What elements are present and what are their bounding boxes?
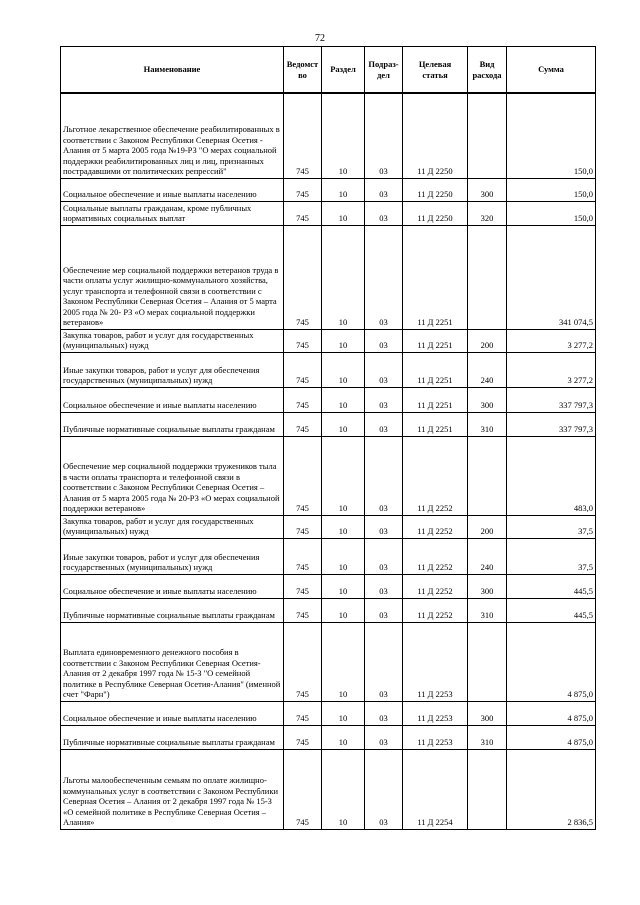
row-type-cell	[468, 622, 507, 701]
row-type-cell: 300	[468, 574, 507, 598]
row-dept-cell: 745	[284, 412, 322, 436]
row-name-cell: Социальное обеспечение и иные выплаты населению	[61, 701, 284, 725]
table-row	[61, 225, 596, 329]
row-subsection-cell: 03	[365, 225, 403, 329]
row-target-cell: 11 Д 2250	[403, 93, 468, 178]
row-target-cell: 11 Д 2251	[403, 225, 468, 329]
table-row	[61, 93, 596, 178]
table-row	[61, 598, 596, 622]
table-row	[61, 701, 596, 725]
row-type-cell: 310	[468, 412, 507, 436]
table-row	[61, 515, 596, 538]
row-name-cell: Льготы малообеспеченным семьям по оплате жилищно-коммунальных услуг в соответствии с Законом Республики Северная Осетия – Алания от 2 декабря 1997 года № 15-З «О семейной политике в Республике Северная Осетия – Алания»	[61, 749, 284, 829]
row-dept-cell: 745	[284, 574, 322, 598]
row-subsection-cell: 03	[365, 436, 403, 515]
row-target-cell: 11 Д 2252	[403, 598, 468, 622]
row-dept-cell: 745	[284, 725, 322, 749]
row-dept-cell: 745	[284, 178, 322, 201]
row-type-cell: 320	[468, 201, 507, 225]
header-dept: Ведомст во	[284, 47, 322, 94]
row-target-cell: 11 Д 2250	[403, 178, 468, 201]
budget-table	[60, 46, 596, 830]
row-sum-cell: 337 797,3	[507, 387, 596, 412]
row-name-cell: Иные закупки товаров, работ и услуг для обеспечения государственных (муниципальных) нужд	[61, 352, 284, 387]
row-name-cell: Обеспечение мер социальной поддержки тружеников тыла в части оплаты транспорта и телефонной связи в соответствии с Законом Республики Северная Осетия – Алания от 5 марта 2005 года № 20-РЗ «О мерах социальной поддержки ветеранов»	[61, 436, 284, 515]
row-section-cell: 10	[322, 538, 365, 574]
row-dept-cell: 745	[284, 329, 322, 352]
row-dept-cell: 745	[284, 225, 322, 329]
header-section: Раздел	[322, 47, 365, 94]
header-row	[61, 47, 596, 94]
row-section-cell: 10	[322, 352, 365, 387]
row-subsection-cell: 03	[365, 622, 403, 701]
row-section-cell: 10	[322, 436, 365, 515]
row-name-cell: Закупка товаров, работ и услуг для государственных (муниципальных) нужд	[61, 515, 284, 538]
row-subsection-cell: 03	[365, 329, 403, 352]
header-type: Вид расхода	[468, 47, 507, 94]
row-target-cell: 11 Д 2252	[403, 436, 468, 515]
table-row	[61, 436, 596, 515]
row-section-cell: 10	[322, 387, 365, 412]
header-name: Наименование	[61, 47, 284, 94]
row-sum-cell: 483,0	[507, 436, 596, 515]
row-section-cell: 10	[322, 622, 365, 701]
table-row	[61, 201, 596, 225]
row-name-cell: Публичные нормативные социальные выплаты гражданам	[61, 598, 284, 622]
row-type-cell: 300	[468, 178, 507, 201]
row-sum-cell: 2 836,5	[507, 749, 596, 829]
row-section-cell: 10	[322, 225, 365, 329]
row-section-cell: 10	[322, 412, 365, 436]
row-type-cell	[468, 749, 507, 829]
row-name-cell: Выплата единовременного денежного пособия в соответствии с Законом Республики Северная Осетия-Алания от 2 декабря 1997 года № 15-З "О семейной политике в Республике Северная Осетия-Алания" (именной счет "Фарн")	[61, 622, 284, 701]
row-type-cell: 310	[468, 598, 507, 622]
row-sum-cell: 4 875,0	[507, 701, 596, 725]
row-sum-cell: 4 875,0	[507, 622, 596, 701]
row-subsection-cell: 03	[365, 749, 403, 829]
row-subsection-cell: 03	[365, 538, 403, 574]
row-dept-cell: 745	[284, 201, 322, 225]
row-sum-cell: 150,0	[507, 201, 596, 225]
row-subsection-cell: 03	[365, 352, 403, 387]
table-row	[61, 622, 596, 701]
row-type-cell	[468, 93, 507, 178]
table-row	[61, 387, 596, 412]
row-type-cell: 310	[468, 725, 507, 749]
row-sum-cell: 3 277,2	[507, 329, 596, 352]
row-dept-cell: 745	[284, 538, 322, 574]
row-section-cell: 10	[322, 701, 365, 725]
row-type-cell	[468, 436, 507, 515]
row-subsection-cell: 03	[365, 574, 403, 598]
row-type-cell: 200	[468, 329, 507, 352]
row-sum-cell: 4 875,0	[507, 725, 596, 749]
header-subsection: Подраз- дел	[365, 47, 403, 94]
table-row	[61, 574, 596, 598]
row-sum-cell: 150,0	[507, 93, 596, 178]
row-section-cell: 10	[322, 515, 365, 538]
row-target-cell: 11 Д 2250	[403, 201, 468, 225]
row-name-cell: Публичные нормативные социальные выплаты гражданам	[61, 725, 284, 749]
row-section-cell: 10	[322, 725, 365, 749]
row-section-cell: 10	[322, 574, 365, 598]
row-sum-cell: 445,5	[507, 598, 596, 622]
row-section-cell: 10	[322, 93, 365, 178]
row-target-cell: 11 Д 2253	[403, 701, 468, 725]
row-target-cell: 11 Д 2252	[403, 538, 468, 574]
row-target-cell: 11 Д 2253	[403, 725, 468, 749]
row-dept-cell: 745	[284, 622, 322, 701]
row-type-cell	[468, 225, 507, 329]
row-target-cell: 11 Д 2252	[403, 574, 468, 598]
row-target-cell: 11 Д 2251	[403, 329, 468, 352]
row-name-cell: Публичные нормативные социальные выплаты гражданам	[61, 412, 284, 436]
row-target-cell: 11 Д 2251	[403, 352, 468, 387]
row-subsection-cell: 03	[365, 725, 403, 749]
row-section-cell: 10	[322, 749, 365, 829]
table-row	[61, 749, 596, 829]
row-target-cell: 11 Д 2252	[403, 515, 468, 538]
row-dept-cell: 745	[284, 387, 322, 412]
row-sum-cell: 3 277,2	[507, 352, 596, 387]
table-row	[61, 329, 596, 352]
row-name-cell: Социальное обеспечение и иные выплаты населению	[61, 574, 284, 598]
row-type-cell: 240	[468, 538, 507, 574]
table-row	[61, 538, 596, 574]
row-type-cell: 240	[468, 352, 507, 387]
row-subsection-cell: 03	[365, 701, 403, 725]
row-subsection-cell: 03	[365, 515, 403, 538]
row-name-cell: Обеспечение мер социальной поддержки ветеранов труда в части оплаты услуг жилищно-коммунального хозяйства, услуг транспорта и телефонной связи в соответствии с Законом Республики Северная Осетия – Алания от 5 марта 2005 года № 20- РЗ «О мерах социальной поддержки ветеранов»	[61, 225, 284, 329]
row-subsection-cell: 03	[365, 412, 403, 436]
row-name-cell: Социальное обеспечение и иные выплаты населению	[61, 178, 284, 201]
header-sum: Сумма	[507, 47, 596, 94]
row-name-cell: Социальные выплаты гражданам, кроме публичных нормативных социальных выплат	[61, 201, 284, 225]
page-number: 72	[315, 33, 325, 44]
row-subsection-cell: 03	[365, 598, 403, 622]
row-dept-cell: 745	[284, 749, 322, 829]
header-target: Целевая статья	[403, 47, 468, 94]
row-sum-cell: 341 074,5	[507, 225, 596, 329]
row-dept-cell: 745	[284, 515, 322, 538]
row-sum-cell: 37,5	[507, 515, 596, 538]
row-type-cell: 300	[468, 701, 507, 725]
row-section-cell: 10	[322, 178, 365, 201]
row-dept-cell: 745	[284, 352, 322, 387]
row-section-cell: 10	[322, 598, 365, 622]
row-type-cell: 200	[468, 515, 507, 538]
row-target-cell: 11 Д 2251	[403, 387, 468, 412]
row-sum-cell: 150,0	[507, 178, 596, 201]
row-sum-cell: 445,5	[507, 574, 596, 598]
row-subsection-cell: 03	[365, 178, 403, 201]
row-section-cell: 10	[322, 329, 365, 352]
row-dept-cell: 745	[284, 93, 322, 178]
table-row	[61, 725, 596, 749]
row-name-cell: Социальное обеспечение и иные выплаты населению	[61, 387, 284, 412]
row-name-cell: Закупка товаров, работ и услуг для государственных (муниципальных) нужд	[61, 329, 284, 352]
row-subsection-cell: 03	[365, 201, 403, 225]
row-dept-cell: 745	[284, 701, 322, 725]
table-row	[61, 352, 596, 387]
row-dept-cell: 745	[284, 436, 322, 515]
row-type-cell: 300	[468, 387, 507, 412]
row-sum-cell: 337 797,3	[507, 412, 596, 436]
row-target-cell: 11 Д 2253	[403, 622, 468, 701]
table-row	[61, 178, 596, 201]
row-section-cell: 10	[322, 201, 365, 225]
row-sum-cell: 37,5	[507, 538, 596, 574]
row-name-cell: Иные закупки товаров, работ и услуг для обеспечения государственных (муниципальных) нужд	[61, 538, 284, 574]
row-target-cell: 11 Д 2254	[403, 749, 468, 829]
row-name-cell: Льготное лекарственное обеспечение реабилитированных в соответствии с Законом Республики Северная Осетия - Алания от 5 марта 2005 года №19-РЗ "О мерах социальной поддержки реабилитированных лиц и лиц, признанных пострадавшими от политических репрессий"	[61, 93, 284, 178]
row-target-cell: 11 Д 2251	[403, 412, 468, 436]
table-row	[61, 412, 596, 436]
row-dept-cell: 745	[284, 598, 322, 622]
row-subsection-cell: 03	[365, 93, 403, 178]
row-subsection-cell: 03	[365, 387, 403, 412]
